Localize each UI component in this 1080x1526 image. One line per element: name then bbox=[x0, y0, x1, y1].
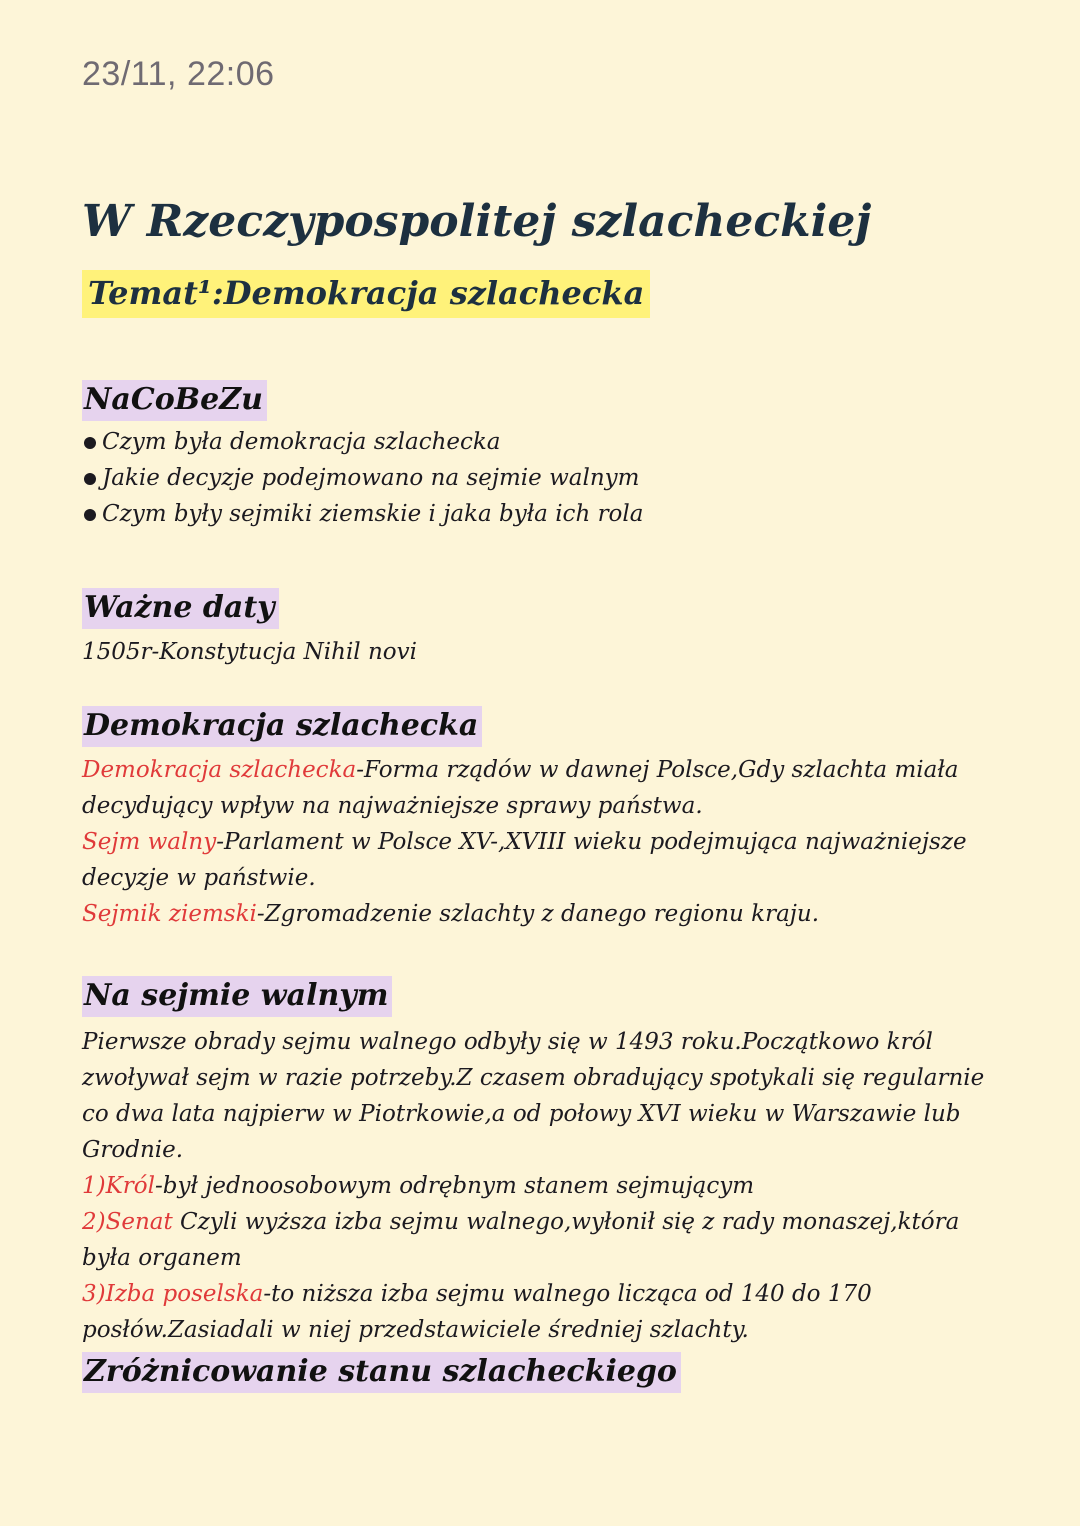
definition-term: Sejmik ziemski bbox=[82, 901, 257, 927]
sejm-item-text: -to niższa izba sejmu walnego licząca od 140 do 170 posłów.Zasiadali w niej przedstawiciele średniej szlachty. bbox=[82, 1281, 872, 1343]
topic-highlight: Temat¹:Demokracja szlachecka bbox=[82, 270, 650, 318]
democracy-heading: Demokracja szlachecka bbox=[82, 706, 482, 747]
sejm-item-text: -był jednoosobowym odrębnym stanem sejmującym bbox=[155, 1173, 755, 1199]
page-title: W Rzeczypospolitej szlacheckiej bbox=[82, 196, 872, 247]
timestamp: 23/11, 22:06 bbox=[82, 55, 275, 93]
list-item: Czym były sejmiki ziemskie i jaka była ich rola bbox=[82, 496, 1012, 532]
definition bbox=[82, 896, 1012, 932]
definition bbox=[82, 824, 1012, 896]
sejm-item bbox=[82, 1204, 1012, 1276]
sejm-item-term: 2)Senat bbox=[82, 1209, 173, 1235]
sejm-item-term: 3)Izba poselska bbox=[82, 1281, 264, 1307]
definition-text: -Forma rządów w dawnej Polsce,Gdy szlachta miała decydujący wpływ na najważniejsze sprawy państwa. bbox=[82, 757, 959, 819]
definition-text: -Parlament w Polsce XV-,XVIII wieku podejmująca najważniejsze decyzje w państwie. bbox=[82, 829, 967, 891]
sejm-item bbox=[82, 1276, 1012, 1348]
sejm-content bbox=[82, 1024, 1012, 1348]
definition-text: -Zgromadzenie szlachty z danego regionu kraju. bbox=[256, 901, 820, 927]
definition-term: Demokracja szlachecka bbox=[82, 757, 357, 783]
list-item: Czym była demokracja szlachecka bbox=[82, 424, 1012, 460]
definition bbox=[82, 752, 1012, 824]
sejm-heading: Na sejmie walnym bbox=[82, 976, 392, 1017]
dates-heading: Ważne daty bbox=[82, 588, 279, 629]
diversity-heading: Zróżnicowanie stanu szlacheckiego bbox=[82, 1352, 681, 1393]
nacobezu-list bbox=[82, 424, 1012, 532]
list-item: Jakie decyzje podejmowano na sejmie walnym bbox=[82, 460, 1012, 496]
sejm-item bbox=[82, 1168, 1012, 1204]
dates-line: 1505r-Konstytucja Nihil novi bbox=[82, 639, 417, 665]
sejm-item-text: Czyli wyższa izba sejmu walnego,wyłonił się z rady monaszej,która była organem bbox=[82, 1209, 960, 1271]
definition-term: Sejm walny bbox=[82, 829, 217, 855]
sejm-item-term: 1)Król bbox=[82, 1173, 155, 1199]
sejm-intro: Pierwsze obrady sejmu walnego odbyły się w 1493 roku.Początkowo król zwoływał sejm w razie potrzeby.Z czasem obradujący spotykali się regularnie co dwa lata najpierw w Piotrkowie,a od połowy XVI wieku w Warszawie lub Grodnie. bbox=[82, 1029, 985, 1163]
democracy-definitions bbox=[82, 752, 1012, 932]
nacobezu-heading: NaCoBeZu bbox=[82, 380, 267, 421]
